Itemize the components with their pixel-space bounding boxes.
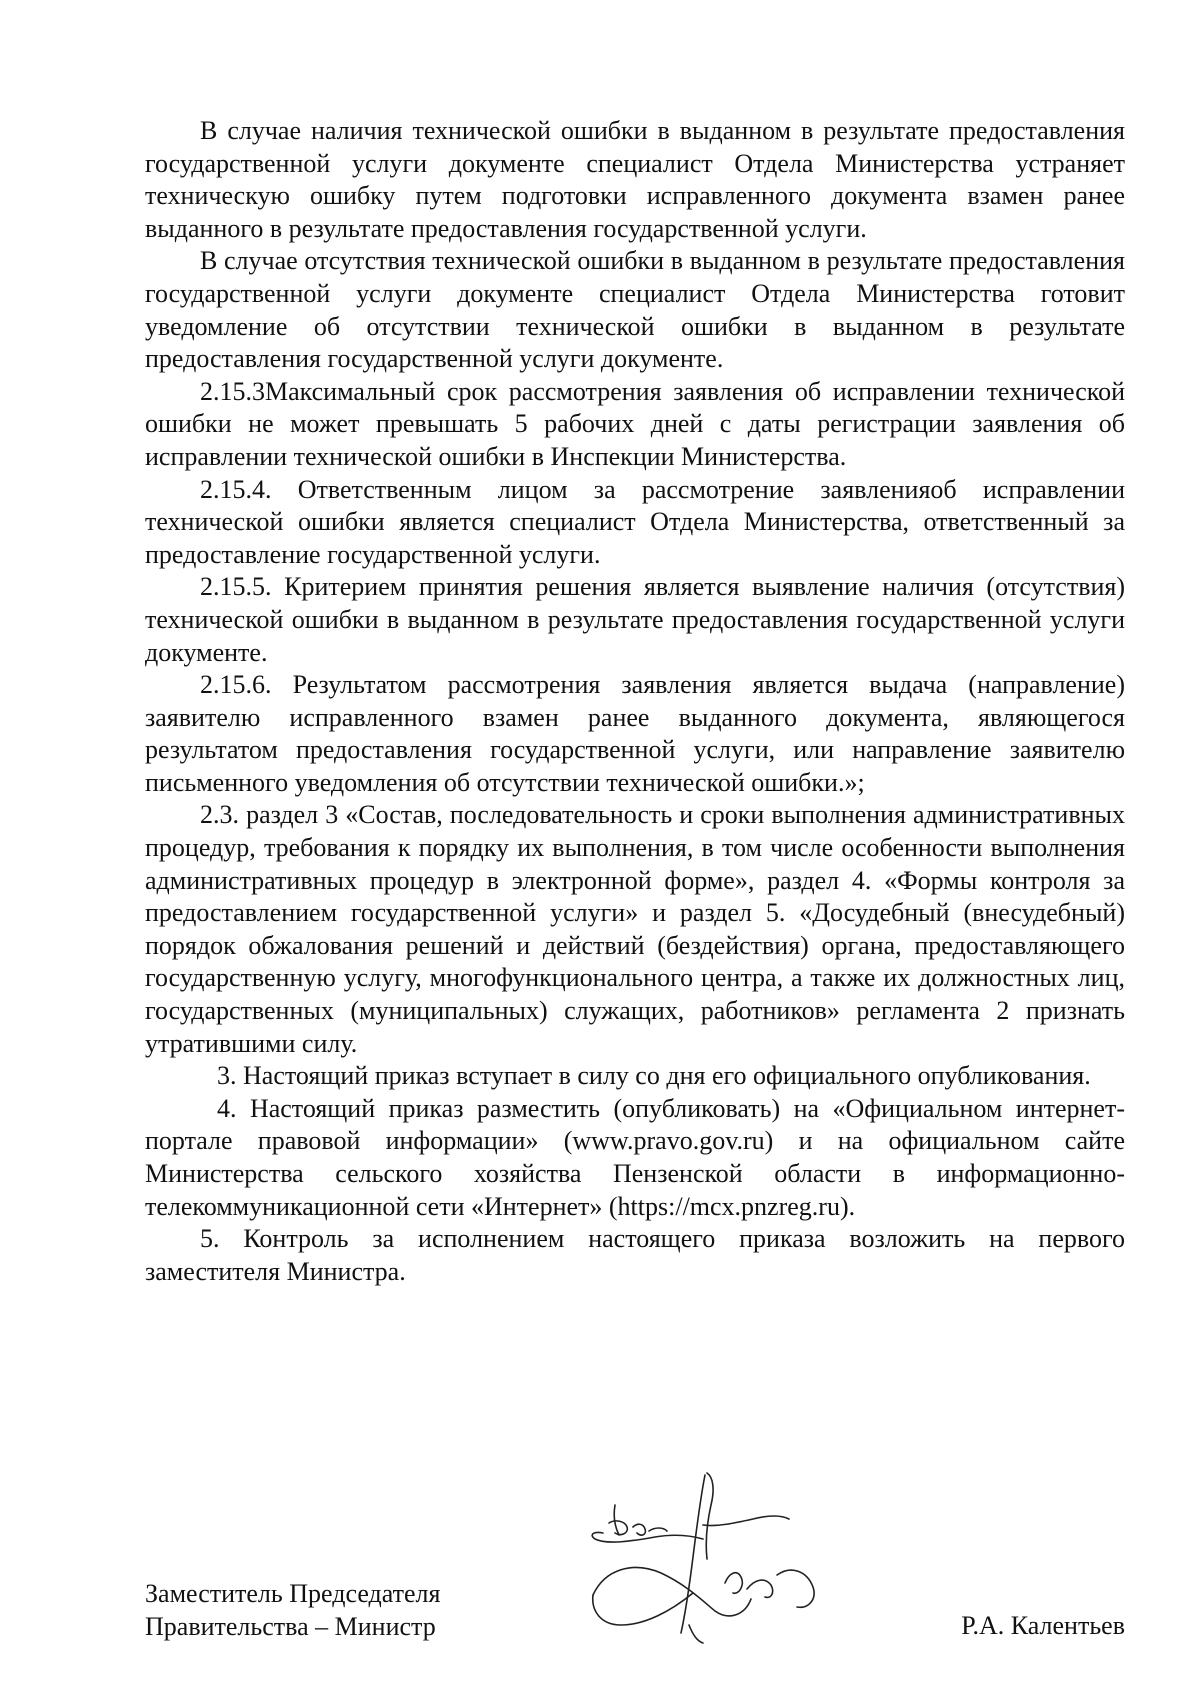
signatory-position: Заместитель Председателя Правительства – Министр (145, 1579, 441, 1641)
paragraph-technical-error-present: В случае наличия технической ошибки в выданном в результате предоставления государственной услуги документе специалист Отдела Министерства устраняет техническую ошибку путем подготовки исправленного документа взамен ранее выданного в результате предоставления государственной услуги. (145, 116, 1125, 243)
paragraph-2-3: 2.3. раздел 3 «Состав, последовательность и сроки выполнения административных процедур, требования к порядку их выполнения, в том числе особенности выполнения административных процедур в электронной форме», раздел 4. «Формы контроля за предоставлением государственной услуги» и раздел 5. «Досудебный (внесудебный) порядок обжалования решений и действий (бездействия) органа, предоставляющего государственную услугу, многофункционального центра, а также их должностных лиц, государственных (муниципальных) служащих, работников» регламента 2 признать утратившими силу. (145, 800, 1125, 1058)
document-body (145, 115, 1125, 1288)
paragraph-technical-error-absent: В случае отсутствия технической ошибки в выданном в результате предоставления государственной услуги документе специалист Отдела Министерства готовит уведомление об отсутствии технической ошибки в выданном в результате предоставления государственной услуги документе. (145, 246, 1125, 374)
paragraph-2-15-4: 2.15.4. Ответственным лицом за рассмотрение заявленияоб исправлении технической ошибки является специалист Отдела Министерства, ответственный за предоставление государственной услуги. (145, 474, 1125, 569)
paragraph-2-15-5: 2.15.5. Критерием принятия решения является выявление наличия (отсутствия) технической ошибки в выданном в результате предоставления государственной услуги документе. (145, 572, 1125, 667)
signatory-name: Р.А. Калентьев (961, 1611, 1125, 1640)
paragraph-item-3: 3. Настоящий приказ вступает в силу со дня его официального опубликования. (217, 1061, 1091, 1091)
handwritten-signature (585, 1465, 845, 1650)
paragraph-2-15-3: 2.15.3Максимальный срок рассмотрения заявления об исправлении технической ошибки не может превышать 5 рабочих дней с даты регистрации заявления об исправлении технической ошибки в Инспекции Министерства. (145, 376, 1125, 471)
paragraph-item-4: 4. Настоящий приказ разместить (опубликовать) на «Официальном интернет-портале правовой информации» (www.pravo.gov.ru) и на официальном сайте Министерства сельского хозяйства Пензенской области в информационно-телекоммуникационной сети «Интернет» (https://mcx.pnzreg.ru). (145, 1093, 1125, 1221)
paragraph-2-15-6: 2.15.6. Результатом рассмотрения заявления является выдача (направление) заявителю исправленного взамен ранее выданного документа, являющегося результатом предоставления государственной услуги, или направление заявителю письменного уведомления об отсутствии технической ошибки.»; (145, 670, 1125, 797)
paragraph-item-5: 5. Контроль за исполнением настоящего приказа возложить на первого заместителя Министра. (145, 1224, 1125, 1286)
